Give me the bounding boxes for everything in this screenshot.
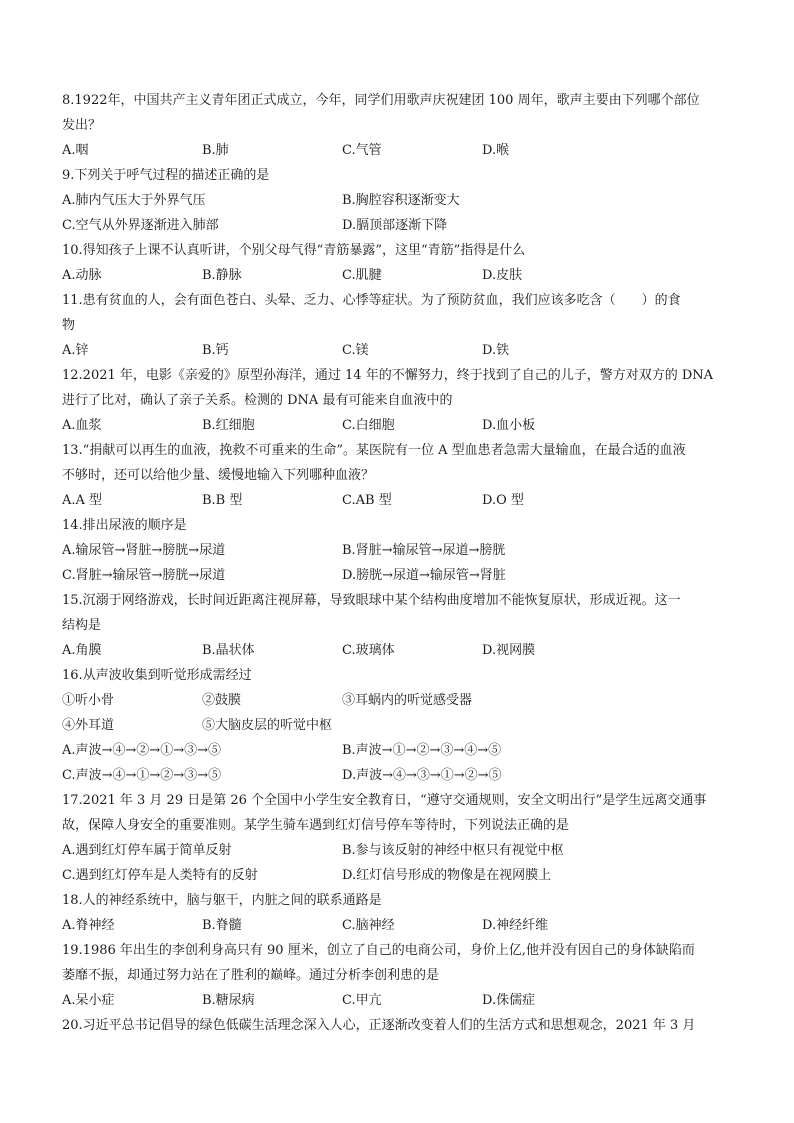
question-text: 物	[62, 318, 76, 333]
options-row	[62, 413, 742, 438]
option-c[interactable]: C.玻璃体	[342, 643, 395, 658]
question-text: 19.1986 年出生的李创利身高只有 90 厘米，创立了自己的电商公司，身价上亿,他并没有因自己的身体缺陷而	[62, 943, 695, 958]
options-row	[62, 538, 742, 563]
question-17	[62, 788, 742, 888]
question-text: 9.下列关于呼气过程的描述正确的是	[62, 168, 270, 183]
option-c[interactable]: C.声波→④→①→②→③→⑤	[62, 768, 222, 783]
option-b[interactable]: B.静脉	[202, 268, 242, 283]
question-text: 故，保障人身安全的重要准则。某学生骑车遇到红灯信号停车等待时，下列说法正确的是	[62, 818, 570, 833]
option-d[interactable]: D.神经纤维	[482, 918, 549, 933]
option-b[interactable]: B.B 型	[202, 493, 243, 508]
option-b[interactable]: B.脊髓	[202, 918, 242, 933]
question-14	[62, 513, 742, 588]
option-d[interactable]: D.皮肤	[482, 268, 523, 283]
option-a[interactable]: A.锌	[62, 343, 89, 358]
option-d[interactable]: D.膀胱→尿道→输尿管→肾脏	[342, 568, 506, 583]
option-a[interactable]: A.输尿管→肾脏→膀胱→尿道	[62, 543, 226, 558]
question-19	[62, 938, 742, 1013]
items-row	[62, 688, 742, 713]
option-c[interactable]: C.AB 型	[342, 493, 392, 508]
options-row	[62, 338, 742, 363]
option-c[interactable]: C.镁	[342, 343, 369, 358]
question-text: 14.排出尿液的顺序是	[62, 518, 187, 533]
question-text: 11.患有贫血的人，会有面色苍白、头晕、乏力、心悸等症状。为了预防贫血，我们应该多吃含（ ）的食	[62, 293, 681, 308]
option-d[interactable]: D.侏儒症	[482, 993, 536, 1008]
question-text: 13.“捐献可以再生的血液，挽救不可重来的生命”。某医院有一位 A 型血患者急需大量输血，在最合适的血液	[62, 443, 686, 458]
question-text: 16.从声波收集到听觉形成需经过	[62, 668, 252, 683]
option-b[interactable]: B.肾脏→输尿管→尿道→膀胱	[342, 543, 506, 558]
option-d[interactable]: D.血小板	[482, 418, 536, 433]
item-2: ②鼓膜	[202, 693, 242, 708]
options-row	[62, 138, 742, 163]
options-row	[62, 263, 742, 288]
question-text: 10.得知孩子上课不认真听讲，个别父母气得“青筋暴露”，这里“青筋”指得是什么	[62, 243, 526, 258]
option-c[interactable]: C.脑神经	[342, 918, 395, 933]
item-1: ①听小骨	[62, 693, 115, 708]
option-d[interactable]: D.红灯信号形成的物像是在视网膜上	[342, 868, 552, 883]
item-3: ③耳蜗内的听觉感受器	[342, 693, 473, 708]
item-5: ⑤大脑皮层的听觉中枢	[202, 718, 333, 733]
option-a[interactable]: A.声波→④→②→①→③→⑤	[62, 743, 221, 758]
question-8	[62, 88, 742, 163]
question-9	[62, 163, 742, 238]
question-text: 15.沉溺于网络游戏，长时间近距离注视屏幕，导致眼球中某个结构曲度增加不能恢复原状，形成近视。这一	[62, 593, 681, 608]
option-c[interactable]: C.肾脏→输尿管→膀胱→尿道	[62, 568, 226, 583]
question-text: 萎靡不振，却通过努力站在了胜利的巅峰。通过分析李创利患的是	[62, 968, 440, 983]
option-d[interactable]: D.声波→④→③→①→②→⑤	[342, 768, 502, 783]
options-row	[62, 638, 742, 663]
option-a[interactable]: A.咽	[62, 143, 89, 158]
options-row	[62, 213, 742, 238]
option-a[interactable]: A.动脉	[62, 268, 102, 283]
item-4: ④外耳道	[62, 718, 115, 733]
question-11	[62, 288, 742, 363]
option-a[interactable]: A.肺内气压大于外界气压	[62, 193, 206, 208]
question-text: 不够时，还可以给他少量、缓慢地输入下列哪种血液？	[62, 468, 375, 483]
question-15	[62, 588, 742, 663]
option-d[interactable]: D.膈顶部逐渐下降	[342, 218, 448, 233]
option-b[interactable]: B.声波→①→②→③→④→⑤	[342, 743, 502, 758]
question-text: 18.人的神经系统中，脑与躯干，内脏之间的联系通路是	[62, 893, 382, 908]
options-row	[62, 188, 742, 213]
question-13	[62, 438, 742, 513]
option-c[interactable]: C.空气从外界逐渐进入肺部	[62, 218, 219, 233]
options-row	[62, 988, 742, 1013]
options-row	[62, 763, 742, 788]
option-b[interactable]: B.晶状体	[202, 643, 255, 658]
option-a[interactable]: A.血浆	[62, 418, 102, 433]
option-c[interactable]: C.白细胞	[342, 418, 395, 433]
question-text: 17.2021 年 3 月 29 日是第 26 个全国中小学生安全教育日，“遵守交通规则，安全文明出行”是学生远离交通事	[62, 793, 707, 808]
option-a[interactable]: A.遇到红灯停车属于简单反射	[62, 843, 232, 858]
option-a[interactable]: A.呆小症	[62, 993, 115, 1008]
question-20	[62, 1013, 742, 1038]
option-c[interactable]: C.气管	[342, 143, 382, 158]
option-d[interactable]: D.喉	[482, 143, 510, 158]
option-b[interactable]: B.参与该反射的神经中枢只有视觉中枢	[342, 843, 564, 858]
option-b[interactable]: B.肺	[202, 143, 229, 158]
option-c[interactable]: C.甲亢	[342, 993, 382, 1008]
question-text: 结构是	[62, 618, 102, 633]
options-row	[62, 863, 742, 888]
options-row	[62, 838, 742, 863]
option-a[interactable]: A.角膜	[62, 643, 102, 658]
question-12	[62, 363, 742, 438]
options-row	[62, 738, 742, 763]
question-text: 20.习近平总书记倡导的绿色低碳生活理念深入人心，正逐渐改变着人们的生活方式和思想观念，2021 年 3 月	[62, 1018, 696, 1033]
items-row	[62, 713, 742, 738]
option-b[interactable]: B.糖尿病	[202, 993, 255, 1008]
option-d[interactable]: D.视网膜	[482, 643, 536, 658]
question-18	[62, 888, 742, 938]
options-row	[62, 563, 742, 588]
question-16	[62, 663, 742, 788]
option-b[interactable]: B.红细胞	[202, 418, 255, 433]
options-row	[62, 913, 742, 938]
question-10	[62, 238, 742, 288]
option-b[interactable]: B.钙	[202, 343, 229, 358]
option-a[interactable]: A.A 型	[62, 493, 103, 508]
exam-page	[62, 88, 742, 1038]
question-text: 进行了比对，确认了亲子关系。检测的 DNA 最有可能来自血液中的	[62, 393, 453, 408]
option-c[interactable]: C.肌腱	[342, 268, 382, 283]
question-text: 发出？	[62, 118, 102, 133]
option-b[interactable]: B.胸腔容积逐渐变大	[342, 193, 460, 208]
option-a[interactable]: A.脊神经	[62, 918, 115, 933]
options-row	[62, 488, 742, 513]
question-text: 12.2021 年，电影《亲爱的》原型孙海洋，通过 14 年的不懈努力，终于找到了自己的儿子，警方对双方的 DNA	[62, 368, 714, 383]
option-d[interactable]: D.铁	[482, 343, 510, 358]
option-d[interactable]: D.O 型	[482, 493, 524, 508]
question-text: 8.1922年，中国共产主义青年团正式成立，今年，同学们用歌声庆祝建团 100 周年，歌声主要由下列哪个部位	[62, 93, 700, 108]
option-c[interactable]: C.遇到红灯停车是人类特有的反射	[62, 868, 258, 883]
